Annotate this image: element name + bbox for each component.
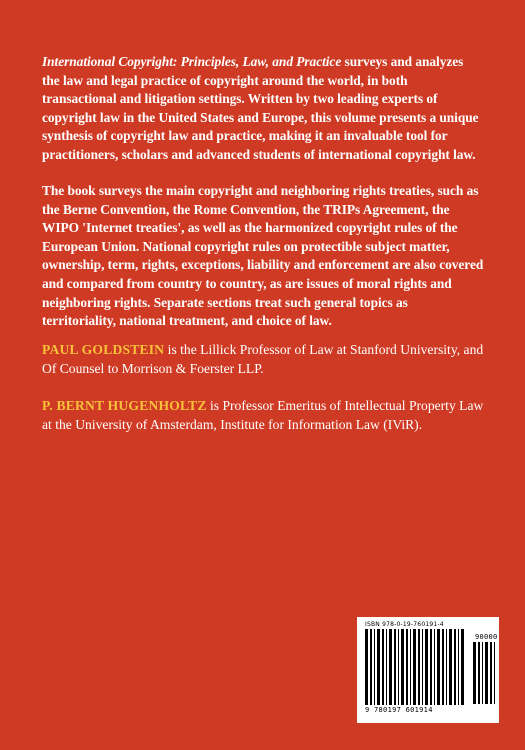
barcode-bar [406, 629, 408, 705]
barcode-bar [422, 629, 423, 705]
book-title-italic: International Copyright: Principles, Law, and Practice [42, 54, 342, 69]
barcode-bar [461, 629, 464, 705]
barcode-bar [473, 642, 476, 704]
barcode-bar [478, 642, 480, 704]
barcode-addon-digits: 90000 [475, 633, 498, 641]
author-name-1: PAUL GOLDSTEIN [42, 342, 165, 357]
barcode-bar [377, 629, 380, 705]
barcode-bar [437, 629, 440, 705]
barcode-bar [458, 629, 459, 705]
barcode-bar [454, 629, 456, 705]
barcode-bar [446, 629, 447, 705]
main-barcode [365, 629, 464, 705]
isbn-barcode [357, 617, 499, 723]
addon-barcode [473, 642, 495, 704]
barcode-bar [418, 629, 420, 705]
barcode-bar [494, 642, 495, 704]
author-bio-text-2: is Professor Emeritus of Intellectual Property Law at the University of Amsterdam, Institute for Information Law (IViR). [42, 398, 484, 432]
barcode-bar [394, 629, 396, 705]
barcode-bar [449, 629, 452, 705]
barcode-bar [370, 629, 372, 705]
author-name-2: P. BERNT HUGENHOLTZ [42, 398, 207, 413]
barcode-bar [374, 629, 375, 705]
barcode-bar [425, 629, 428, 705]
barcode-bar [482, 642, 483, 704]
barcode-bar [410, 629, 411, 705]
author-bio-text-1: is the Lillick Professor of Law at Stanford University, and Of Counsel to Morrison & Foerster LLP. [42, 342, 484, 376]
barcode-bar [434, 629, 435, 705]
barcode-bar [413, 629, 416, 705]
isbn-label: ISBN 978-0-19-760191-4 [365, 621, 444, 628]
barcode-bar [386, 629, 387, 705]
description-paragraph-2: The book surveys the main copyright and neighboring rights treaties, such as the Berne Convention, the Rome Convention, the TRIPs Agreement, the WIPO 'Internet treaties', as well as the harmonized copyright rules of the European Union. National copyright rules on protectible subject matter, ownership, term, rights, exceptions, liability and enforcement are also covered and compared from country to country, as are issues of moral rights and neighboring rights. Separate sections treat such general topics as territoriality, national treatment, and choice of law. [42, 183, 484, 329]
barcode-bar [485, 642, 488, 704]
barcode-bar [442, 629, 444, 705]
barcode-bar [389, 629, 392, 705]
barcode-bar [401, 629, 404, 705]
barcode-bar [382, 629, 384, 705]
author-bio-1 [42, 341, 484, 378]
description-paragraph-1-text: surveys and analyzes the law and legal practice of copyright around the world, in both transactional and litigation settings. Written by two leading experts of copyright law in the United States and Europe, this volume presents a unique synthesis of copyright law and practice, making it an invaluable tool for practitioners, scholars and advanced students of international copyright law. [42, 54, 479, 162]
barcode-bar [490, 642, 492, 704]
barcode-bar [365, 629, 368, 705]
barcode-bar [430, 629, 432, 705]
barcode-main-digits: 9 780197 601914 [365, 706, 433, 714]
description-paragraph-1 [42, 53, 484, 165]
author-bio-2 [42, 397, 484, 434]
barcode-bar [398, 629, 399, 705]
